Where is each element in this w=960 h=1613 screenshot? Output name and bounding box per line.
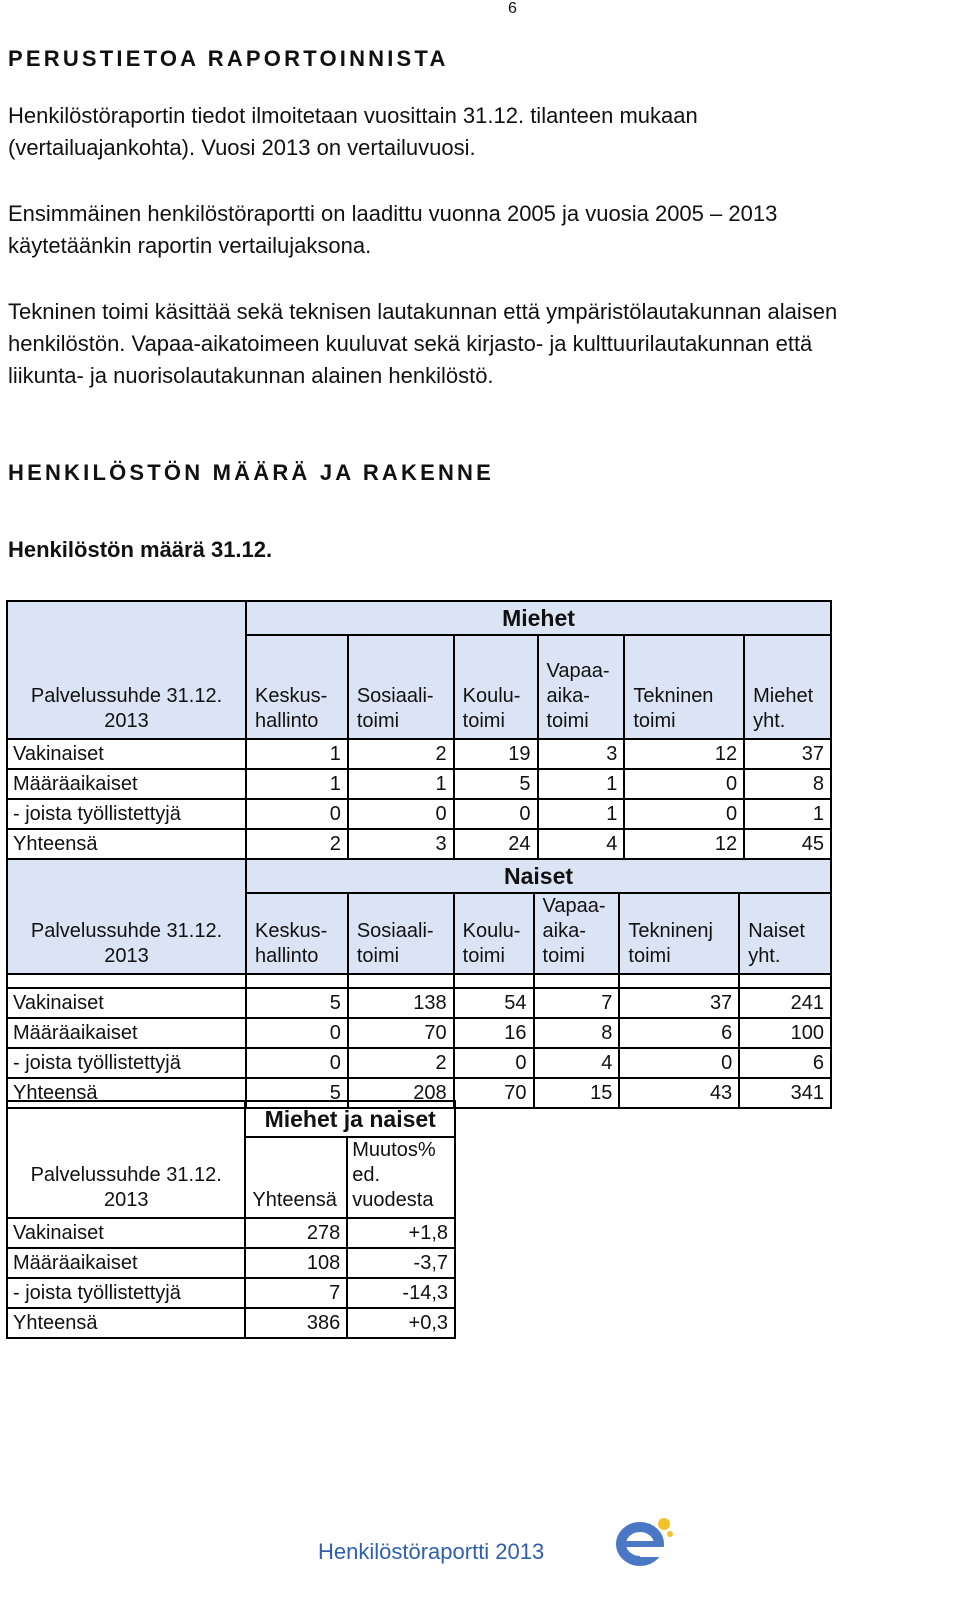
column-header: Sosiaali- toimi [348,893,454,974]
cell-value: +0,3 [347,1308,455,1338]
cell-value: 43 [619,1078,739,1108]
table-row [7,739,831,769]
paragraph-line: liikunta- ja nuorisolautakunnan alainen henkilöstö. [8,363,494,388]
cell-value: 2 [348,739,454,769]
cell-value: 54 [454,988,534,1018]
cell-value: 19 [454,739,538,769]
cell-value: 4 [534,1048,620,1078]
section-heading-staff-structure: HENKILÖSTÖN MÄÄRÄ JA RAKENNE [8,460,495,485]
table-row [7,1218,455,1248]
table-men [6,600,832,860]
cell-value: 0 [624,799,744,829]
cell-value: 241 [739,988,831,1018]
column-header: Yhteensä [245,1137,347,1218]
cell-value: 5 [454,769,538,799]
table-row [7,799,831,829]
cell-value: 6 [739,1048,831,1078]
spacer-row [7,974,831,988]
table-row [7,769,831,799]
table-row [7,829,831,859]
cell-value: 4 [538,829,625,859]
column-header: Keskus- hallinto [246,635,348,739]
table-women [6,858,832,1109]
cell-value: 37 [619,988,739,1018]
column-header: Tekninen toimi [624,635,744,739]
cell-value: 7 [534,988,620,1018]
cell-value: 1 [246,739,348,769]
header-service-relationship [7,859,246,974]
column-header: Keskus- hallinto [246,893,348,974]
row-label: Vakinaiset [7,739,246,769]
cell-value: 0 [619,1048,739,1078]
column-header: Koulu- toimi [454,893,534,974]
row-label: Määräaikaiset [7,1018,246,1048]
cell-value: 1 [348,769,454,799]
paragraph-line: käytetäänkin raportin vertailujaksona. [8,233,372,258]
row-label: Yhteensä [7,829,246,859]
column-header: Naiset yht. [739,893,831,974]
cell-value: 0 [246,799,348,829]
header-line: 2013 [103,1189,149,1211]
row-label: Määräaikaiset [7,769,246,799]
header-line: 2013 [104,710,149,732]
cell-value: 8 [744,769,831,799]
e-logo-icon [606,1500,686,1585]
cell-value: 100 [739,1018,831,1048]
group-title-women: Naiset [246,859,831,893]
cell-value: +1,8 [347,1218,455,1248]
section-heading-basics: PERUSTIETOA RAPORTOINNISTA [8,46,449,71]
cell-value: 2 [246,829,348,859]
cell-value: -3,7 [347,1248,455,1278]
column-header: Vapaa- aika- toimi [534,893,620,974]
cell-value: 7 [245,1278,347,1308]
cell-value: 12 [624,829,744,859]
paragraph-line: (vertailuajankohta). Vuosi 2013 on vertailuvuosi. [8,135,476,160]
cell-value: 1 [538,799,625,829]
cell-value: 12 [624,739,744,769]
header-line: Palvelussuhde 31.12. [30,920,223,942]
footer-title: Henkilöstöraportti 2013 [318,1539,545,1564]
header-line: Palvelussuhde 31.12. [30,1164,222,1186]
group-title-men: Miehet [246,601,831,635]
column-header: Sosiaali- toimi [348,635,454,739]
cell-value: 386 [245,1308,347,1338]
cell-value: 208 [348,1078,454,1108]
paragraph-reporting-date [8,100,958,164]
group-title-total: Miehet ja naiset [245,1101,455,1137]
header-line: 2013 [104,945,149,967]
cell-value: 16 [454,1018,534,1048]
table-row [7,1248,455,1278]
cell-value: 45 [744,829,831,859]
cell-value: 0 [454,799,538,829]
paragraph-line: Henkilöstöraportin tiedot ilmoitetaan vuosittain 31.12. tilanteen mukaan [8,103,698,128]
column-header: Muutos% ed. vuodesta [347,1137,455,1218]
row-label: Yhteensä [7,1308,245,1338]
subheading-staff-count: Henkilöstön määrä 31.12. [8,537,273,562]
row-label: Vakinaiset [7,988,246,1018]
cell-value: 341 [739,1078,831,1108]
cell-value: 0 [246,1018,348,1048]
cell-value: 15 [534,1078,620,1108]
paragraph-departments [8,296,958,392]
table-row [7,1278,455,1308]
cell-value: 24 [454,829,538,859]
cell-value: 0 [624,769,744,799]
table-row [7,1308,455,1338]
row-label: - joista työllistettyjä [7,1048,246,1078]
row-label: - joista työllistettyjä [7,1278,245,1308]
column-header: Koulu- toimi [454,635,538,739]
cell-value: 6 [619,1018,739,1048]
table-row [7,1018,831,1048]
cell-value: 1 [246,769,348,799]
cell-value: 70 [348,1018,454,1048]
cell-value: 0 [348,799,454,829]
table-total [6,1100,456,1339]
cell-value: -14,3 [347,1278,455,1308]
cell-value: 278 [245,1218,347,1248]
paragraph-line: Ensimmäinen henkilöstöraportti on laadittu vuonna 2005 ja vuosia 2005 – 2013 [8,201,778,226]
header-service-relationship [7,1101,245,1218]
row-label: - joista työllistettyjä [7,799,246,829]
table-row [7,1048,831,1078]
row-label: Määräaikaiset [7,1248,245,1278]
cell-value: 70 [454,1078,534,1108]
cell-value: 1 [744,799,831,829]
cell-value: 8 [534,1018,620,1048]
cell-value: 0 [246,1048,348,1078]
cell-value: 0 [454,1048,534,1078]
column-header: Tekninenj toimi [619,893,739,974]
cell-value: 138 [348,988,454,1018]
cell-value: 3 [538,739,625,769]
paragraph-line: Tekninen toimi käsittää sekä teknisen lautakunnan että ympäristölautakunnan alaisen [8,299,838,324]
row-label: Yhteensä [7,1078,246,1108]
page-number: 6 [508,0,517,17]
table-row [7,988,831,1018]
column-header: Vapaa- aika- toimi [538,635,625,739]
cell-value: 37 [744,739,831,769]
paragraph-line: henkilöstön. Vapaa-aikatoimeen kuuluvat sekä kirjasto- ja kulttuurilautakunnan että [8,331,813,356]
row-label: Vakinaiset [7,1218,245,1248]
cell-value: 3 [348,829,454,859]
column-header: Miehet yht. [744,635,831,739]
cell-value: 2 [348,1048,454,1078]
cell-value: 5 [246,988,348,1018]
cell-value: 1 [538,769,625,799]
header-service-relationship [7,601,246,739]
cell-value: 108 [245,1248,347,1278]
header-line: Palvelussuhde 31.12. [30,685,223,707]
cell-value: 5 [246,1078,348,1108]
paragraph-comparison-period [8,198,958,262]
